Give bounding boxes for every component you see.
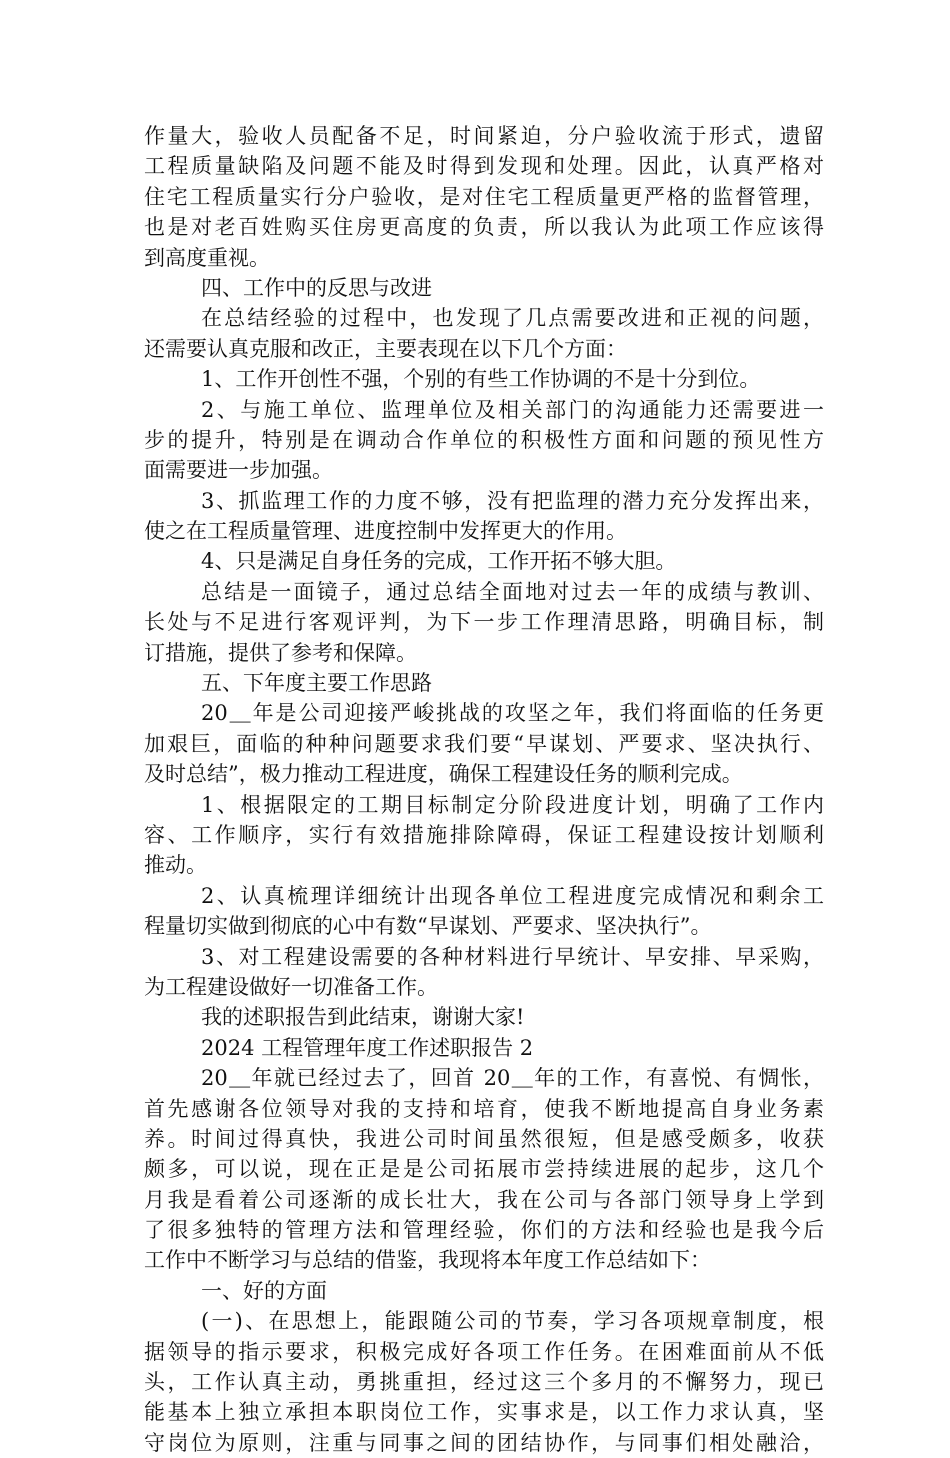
text-line: 头，工作认真主动，勇挑重担，经过这三个多月的不懈努力，现已: [144, 1370, 824, 1395]
text-line: 使之在工程质量管理、进度控制中发挥更大的作用。: [144, 519, 627, 544]
text-line: 养。时间过得真快，我进公司时间虽然很短，但是感受颇多，收获: [144, 1126, 824, 1151]
text-line: 首先感谢各位领导对我的支持和培育，使我不断地提高自身业务素: [144, 1096, 824, 1121]
section-heading: 五、下年度主要工作思路: [201, 671, 432, 696]
text-line: 1、根据限定的工期目标制定分阶段进度计划，明确了工作内: [201, 792, 824, 817]
text-line: 程量切实做到彻底的心中有数“早谋划、严要求、坚决执行”。: [144, 914, 712, 939]
text-line: 我的述职报告到此结束，谢谢大家!: [201, 1005, 525, 1030]
text-line: (一)、在思想上，能跟随公司的节奏，学习各项规章制度，根: [201, 1309, 824, 1334]
text-line: 20＿年就已经过去了，回首 20＿年的工作，有喜悦、有惆怅，: [201, 1066, 824, 1091]
text-line: 长处与不足进行客观评判，为下一步工作理清思路，明确目标，制: [144, 610, 824, 635]
text-line: 2、认真梳理详细统计出现各单位工程进度完成情况和剩余工: [201, 883, 824, 908]
text-line: 在总结经验的过程中，也发现了几点需要改进和正视的问题，: [201, 306, 824, 331]
text-line: 作量大，验收人员配备不足，时间紧迫，分户验收流于形式，遗留: [144, 124, 824, 148]
text-line: 到高度重视。: [144, 245, 270, 270]
document-body: [144, 121, 824, 1458]
text-line: 4、只是满足自身任务的完成，工作开拓不够大胆。: [201, 549, 677, 574]
report-title: 2024 工程管理年度工作述职报告 2: [201, 1035, 534, 1060]
text-line: 能基本上独立承担本职岗位工作，实事求是，以工作力求认真，坚: [144, 1400, 824, 1425]
text-line: 颇多，可以说，现在正是是公司拓展市尝持续进展的起步，这几个: [144, 1157, 824, 1182]
text-line: 推动。: [144, 853, 207, 878]
text-line: 为工程建设做好一切准备工作。: [144, 974, 438, 999]
section-heading: 四、工作中的反思与改进: [201, 275, 432, 300]
text-line: 月我是看着公司逐渐的成长壮大，我在公司与各部门领导身上学到: [144, 1187, 824, 1212]
text-line: 总结是一面镜子，通过总结全面地对过去一年的成绩与教训、: [201, 579, 824, 604]
text-line: 1、工作开创性不强，个别的有些工作协调的不是十分到位。: [201, 367, 761, 392]
text-line: 3、对工程建设需要的各种材料进行早统计、早安排、早采购，: [201, 944, 824, 969]
text-line: 加艰巨，面临的种种问题要求我们要“早谋划、严要求、坚决执行、: [144, 731, 824, 756]
text-line: 及时总结”，极力推动工程进度，确保工程建设任务的顺利完成。: [144, 762, 743, 787]
text-line: 容、工作顺序，实行有效措施排除障碍，保证工程建设按计划顺利: [144, 822, 824, 847]
text-line: 订措施，提供了参考和保障。: [144, 640, 417, 665]
text-line: 面需要进一步加强。: [144, 458, 333, 483]
text-line: 工作中不断学习与总结的借鉴，我现将本年度工作总结如下：: [144, 1248, 711, 1273]
text-line: 工程质量缺陷及问题不能及时得到发现和处理。因此，认真严格对: [144, 154, 824, 179]
text-line: 守岗位为原则，注重与同事之间的团结协作，与同事们相处融洽，: [144, 1430, 824, 1455]
text-line: 步的提升，特别是在调动合作单位的积极性方面和问题的预见性方: [144, 427, 824, 452]
text-line: 了很多独特的管理方法和管理经验，你们的方法和经验也是我今后: [144, 1218, 824, 1243]
text-line: 据领导的指示要求，积极完成好各项工作任务。在困难面前从不低: [144, 1339, 824, 1364]
text-line: 还需要认真克服和改正，主要表现在以下几个方面：: [144, 336, 627, 361]
text-line: 3、抓监理工作的力度不够，没有把监理的潜力充分发挥出来，: [201, 488, 824, 513]
text-line: 2、与施工单位、监理单位及相关部门的沟通能力还需要进一: [201, 397, 824, 422]
text-line: 也是对老百姓购买住房更高度的负责，所以我认为此项工作应该得: [144, 215, 824, 240]
text-line: 住宅工程质量实行分户验收，是对住宅工程质量更严格的监督管理，: [144, 184, 824, 209]
text-line: 20＿年是公司迎接严峻挑战的攻坚之年，我们将面临的任务更: [201, 701, 824, 726]
section-heading: 一、好的方面: [201, 1278, 327, 1303]
